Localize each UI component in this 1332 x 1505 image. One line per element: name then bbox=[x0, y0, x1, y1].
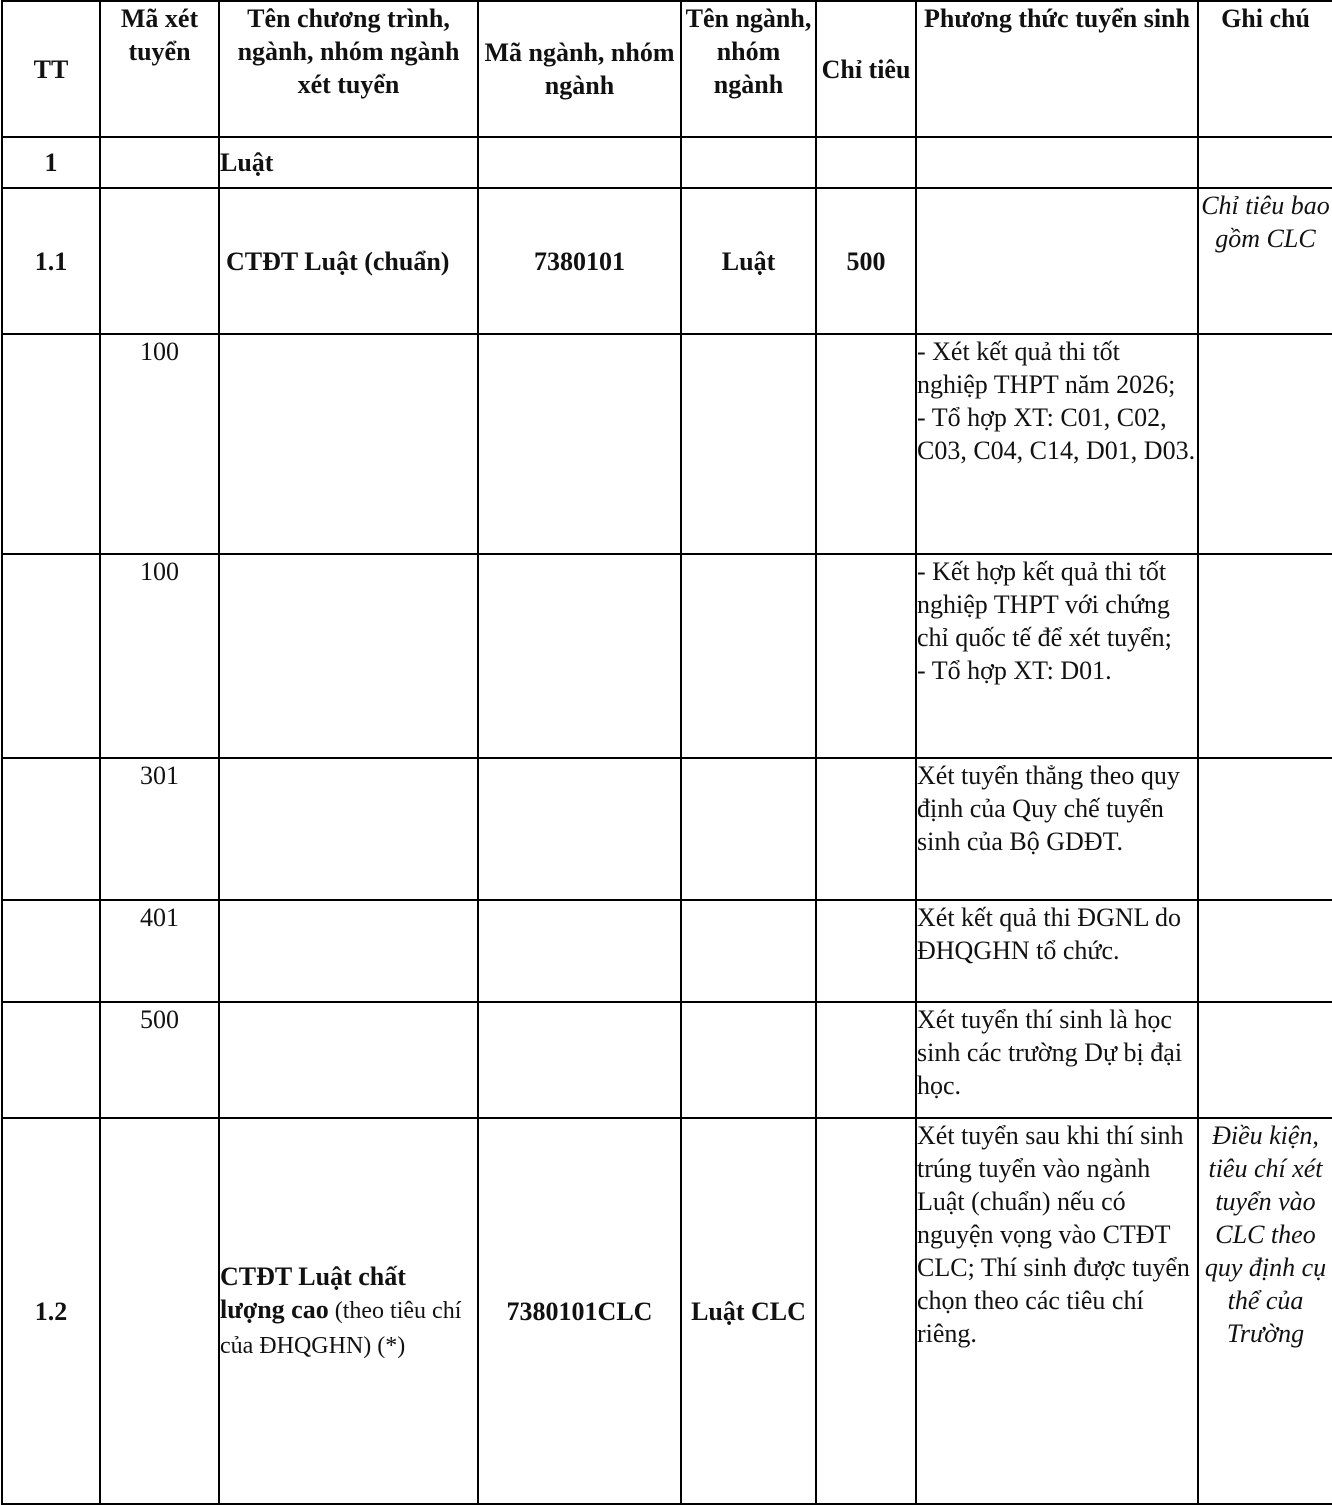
cell-note: Chỉ tiêu bao gồm CLC bbox=[1198, 188, 1332, 334]
header-ma-nganh: Mã ngành, nhóm ngành bbox=[478, 1, 681, 137]
table-row bbox=[2, 1002, 1332, 1118]
cell-ma-xet-tuyen: 500 bbox=[100, 1002, 219, 1118]
cell-ma-nganh bbox=[478, 554, 681, 758]
header-ma-xet-tuyen: Mã xét tuyển bbox=[100, 1, 219, 137]
header-row bbox=[2, 1, 1332, 137]
table-row bbox=[2, 758, 1332, 900]
header-ghi-chu: Ghi chú bbox=[1198, 1, 1332, 137]
cell-tt bbox=[2, 758, 100, 900]
cell-tt bbox=[2, 900, 100, 1002]
program-name-rest: (theo tiêu chí của ĐHQGHN) (*) bbox=[220, 1297, 462, 1359]
cell-ten-nganh bbox=[681, 334, 816, 554]
cell-program-name bbox=[219, 758, 478, 900]
cell-program-name bbox=[219, 900, 478, 1002]
cell-ma-xet-tuyen: 100 bbox=[100, 334, 219, 554]
cell-ma-xet-tuyen: 100 bbox=[100, 554, 219, 758]
cell-ma-nganh bbox=[478, 1002, 681, 1118]
cell-ten-nganh bbox=[681, 900, 816, 1002]
cell-program-name bbox=[219, 554, 478, 758]
cell-method bbox=[916, 188, 1198, 334]
cell-method: Xét tuyển thẳng theo quy định của Quy chế tuyển sinh của Bộ GDĐT. bbox=[916, 758, 1198, 900]
cell-ma-xet-tuyen bbox=[100, 188, 219, 334]
cell-chi-tieu: 500 bbox=[816, 188, 916, 334]
cell-chi-tieu bbox=[816, 900, 916, 1002]
cell-program-name: Luật bbox=[219, 137, 478, 188]
cell-ma-nganh bbox=[478, 334, 681, 554]
table-row bbox=[2, 334, 1332, 554]
cell-note bbox=[1198, 1002, 1332, 1118]
cell-ten-nganh: Luật bbox=[681, 188, 816, 334]
cell-tt: 1.2 bbox=[2, 1118, 100, 1504]
cell-note: Điều kiện, tiêu chí xét tuyển vào CLC theo quy định cụ thể của Trường bbox=[1198, 1118, 1332, 1504]
cell-program-name bbox=[219, 188, 478, 334]
cell-ten-nganh bbox=[681, 1002, 816, 1118]
cell-method: Xét tuyển thí sinh là học sinh các trường Dự bị đại học. bbox=[916, 1002, 1198, 1118]
table-row bbox=[2, 137, 1332, 188]
cell-chi-tieu bbox=[816, 758, 916, 900]
admission-table bbox=[1, 0, 1332, 1505]
cell-ma-nganh: 7380101 bbox=[478, 188, 681, 334]
cell-ten-nganh bbox=[681, 758, 816, 900]
cell-chi-tieu bbox=[816, 1002, 916, 1118]
cell-ten-nganh bbox=[681, 554, 816, 758]
table-row bbox=[2, 554, 1332, 758]
cell-ma-xet-tuyen: 301 bbox=[100, 758, 219, 900]
cell-tt: 1 bbox=[2, 137, 100, 188]
cell-ma-nganh bbox=[478, 900, 681, 1002]
cell-method: Xét kết quả thi ĐGNL do ĐHQGHN tổ chức. bbox=[916, 900, 1198, 1002]
cell-ma-nganh bbox=[478, 758, 681, 900]
cell-note bbox=[1198, 334, 1332, 554]
header-ten-nganh: Tên ngành, nhóm ngành bbox=[681, 1, 816, 137]
cell-tt bbox=[2, 1002, 100, 1118]
cell-ma-xet-tuyen bbox=[100, 137, 219, 188]
cell-note bbox=[1198, 137, 1332, 188]
cell-method: Xét tuyển sau khi thí sinh trúng tuyển vào ngành Luật (chuẩn) nếu có nguyện vọng vào CTĐT CLC; Thí sinh được tuyển chọn theo các tiêu chí riêng. bbox=[916, 1118, 1198, 1504]
table-row bbox=[2, 900, 1332, 1002]
cell-ma-xet-tuyen bbox=[100, 1118, 219, 1504]
cell-tt bbox=[2, 554, 100, 758]
cell-chi-tieu bbox=[816, 334, 916, 554]
cell-note bbox=[1198, 900, 1332, 1002]
cell-ten-nganh: Luật CLC bbox=[681, 1118, 816, 1504]
cell-chi-tieu bbox=[816, 1118, 916, 1504]
table-row bbox=[2, 1118, 1332, 1504]
cell-tt: 1.1 bbox=[2, 188, 100, 334]
cell-program-name bbox=[219, 1118, 478, 1504]
cell-method: - Kết hợp kết quả thi tốt nghiệp THPT với chứng chỉ quốc tế để xét tuyển; - Tổ hợp XT: D01. bbox=[916, 554, 1198, 758]
cell-chi-tieu bbox=[816, 554, 916, 758]
table-row bbox=[2, 188, 1332, 334]
cell-note bbox=[1198, 554, 1332, 758]
program-name-text: CTĐT Luật (chuẩn) bbox=[226, 246, 450, 276]
cell-program-name bbox=[219, 1002, 478, 1118]
cell-tt bbox=[2, 334, 100, 554]
cell-note bbox=[1198, 758, 1332, 900]
cell-ma-xet-tuyen: 401 bbox=[100, 900, 219, 1002]
cell-chi-tieu bbox=[816, 137, 916, 188]
cell-ma-nganh: 7380101CLC bbox=[478, 1118, 681, 1504]
cell-method: - Xét kết quả thi tốt nghiệp THPT năm 2026; - Tổ hợp XT: C01, C02, C03, C04, C14, D01, D03. bbox=[916, 334, 1198, 554]
cell-method bbox=[916, 137, 1198, 188]
header-ten-chuong-trinh: Tên chương trình, ngành, nhóm ngành xét tuyển bbox=[219, 1, 478, 137]
cell-ten-nganh bbox=[681, 137, 816, 188]
header-chi-tieu: Chỉ tiêu bbox=[816, 1, 916, 137]
program-name-bold: CTĐT Luật chất lượng cao bbox=[220, 1261, 406, 1324]
header-phuong-thuc: Phương thức tuyển sinh bbox=[916, 1, 1198, 137]
header-tt: TT bbox=[2, 1, 100, 137]
cell-ma-nganh bbox=[478, 137, 681, 188]
cell-program-name bbox=[219, 334, 478, 554]
